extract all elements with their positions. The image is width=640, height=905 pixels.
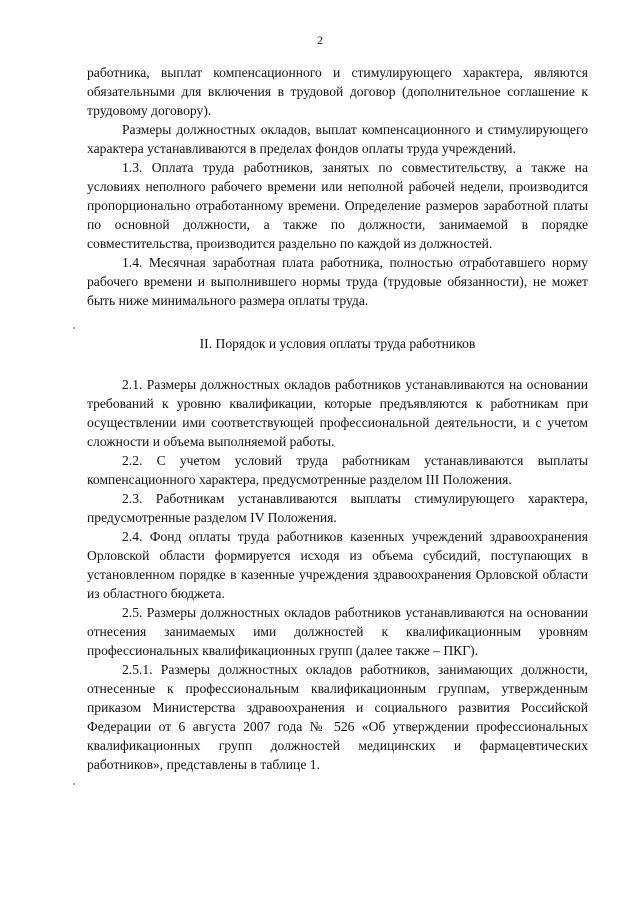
paragraph-2-5-1: 2.5.1. Размеры должностных окладов работников, занимающих должности, отнесенные к профессиональным квалификационным группам, утвержденным приказом Министерства здравоохранения и социального развития Российской Федерации от 6 августа 2007 года № 526 «Об утверждении профессиональных квалификационных групп должностей медицинских и фармацевтических работников», представлены в таблице 1. — [87, 662, 588, 772]
paragraph-1-4: 1.4. Месячная заработная плата работника, полностью отработавшего норму рабочего времени и выполнившего нормы труда (трудовые обязанности), не может быть ниже минимального размера оплаты труда. — [87, 255, 588, 308]
paragraph-continuation: работника, выплат компенсационного и стимулирующего характера, являются обязательными для включения в трудовой договор (дополнительное соглашение к трудовому договору). — [87, 65, 588, 118]
paragraph-2-1: 2.1. Размеры должностных окладов работников устанавливаются на основании требований к уровню квалификации, которые предъявляются к работникам при осуществлении ими соответствующей профессиональной деятельности, и с учетом сложности и объема выполняемой работы. — [87, 377, 588, 449]
page-number: 2 — [317, 33, 323, 47]
paragraph-1-3: 1.3. Оплата труда работников, занятых по совместительству, а также на условиях неполного рабочего времени или неполной рабочей недели, производится пропорционально отработанному времени. Определение размеров заработной платы по основной должности, а также по должности, занимаемой в порядке совместительства, производится раздельно по каждой из должностей. — [87, 160, 588, 251]
paragraph-2-4: 2.4. Фонд оплаты труда работников казенных учреждений здравоохранения Орловской области формируется исходя из объема субсидий, поступающих в установленном порядке в казенные учреждения здравоохранения Орловской области из областного бюджета. — [87, 529, 588, 601]
paragraph-2-2: 2.2. С учетом условий труда работникам устанавливаются выплаты компенсационного характера, предусмотренные разделом III Положения. — [87, 453, 588, 487]
section-heading: II. Порядок и условия оплаты труда работников — [199, 336, 476, 351]
paragraph-2-3: 2.3. Работникам устанавливаются выплаты стимулирующего характера, предусмотренные разделом IV Положения. — [87, 491, 588, 525]
scan-speck — [73, 327, 75, 329]
paragraph-salary-limits: Размеры должностных окладов, выплат компенсационного и стимулирующего характера устанавливаются в пределах фондов оплаты труда учреждений. — [87, 122, 588, 156]
document-body — [87, 63, 588, 774]
paragraph-2-5: 2.5. Размеры должностных окладов работников устанавливаются на основании отнесения занимаемых ими должностей к квалификационным уровням профессиональных квалификационных групп (далее также – ПКГ). — [87, 605, 588, 658]
scan-speck — [73, 783, 75, 785]
